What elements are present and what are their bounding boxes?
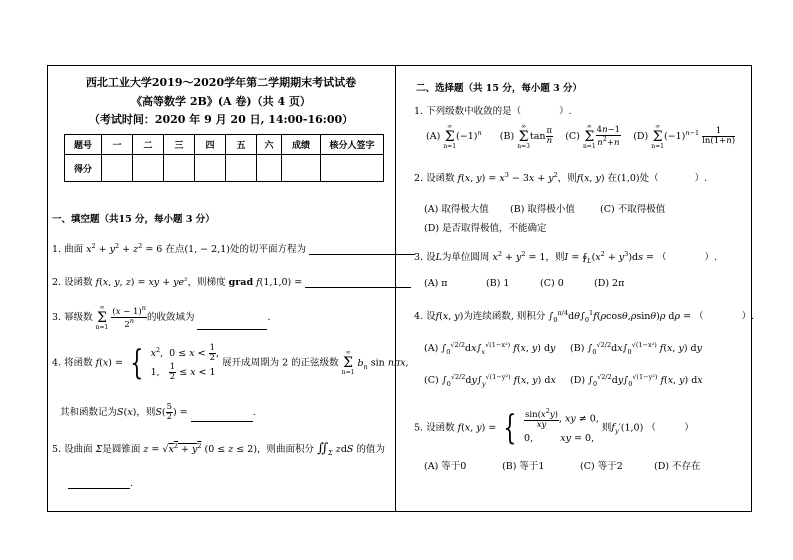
- s2-q5-stem: 5. 设函数 f(x, y) = { $\frac{\sin(x^2y)}{xy}$ , xy ≠ 0, 0, xy = 0, 则$f_y'(1,0)$ （ ）: [414, 407, 694, 448]
- s1-q4-line2: 其和函数记为S(x)，则S( $\frac{5}{2}$ ) = .: [60, 402, 256, 422]
- s2-q3-option-a: (A) π: [424, 278, 448, 289]
- piecewise-cases: $x^2$, 0 ≤ x < $\frac{1}{2}$ , 1, $\frac{1}{2}$ ≤ x < 1: [150, 343, 220, 383]
- brace: {: [503, 407, 517, 448]
- answer-blank[interactable]: [197, 319, 267, 330]
- s2-q3-text: ，则: [545, 252, 565, 263]
- s2-q3-option-b: (B) 1: [486, 278, 510, 289]
- s2-q4-option-b: (B) $\int_0^{√2/2}dx\int_0^{√(1-x^2)}$ f(x, y) dy: [570, 341, 703, 357]
- header-cell: 成绩: [282, 135, 321, 155]
- option-label: (B): [570, 343, 585, 355]
- answer-blank[interactable]: [191, 411, 253, 422]
- school-title: 西北工业大学2019～2020学年第二学期期末考试试卷: [85, 76, 357, 89]
- score-cell: [226, 155, 257, 182]
- header-cell: 五: [226, 135, 257, 155]
- sum-symbol: ∞ Σ n=1: [341, 349, 355, 377]
- s1-q1-text: 在点: [165, 244, 185, 255]
- option-label: (C): [424, 375, 439, 387]
- column-divider: [395, 65, 396, 512]
- fraction: $\frac{(x - 1)^n}{2^n}$: [112, 304, 146, 331]
- score-cell: [102, 155, 133, 182]
- s2-q4-text: 为连续函数, 则积分: [463, 311, 546, 322]
- s2-q3-text: 为单位圆周: [441, 252, 490, 263]
- s2-q1-options: (A) ∞ Σ n=1 $(-1)^n$ (B) ∞ Σ n=3 tan $\frac{\pi}{n}$ (C) ∞ Σ n=1 $\frac{4n-1}{n^2+n}$ (D) ∞ Σ n=1 $(-1)^{n-1}$ $\frac{1}{\ln(1+n)}$: [426, 123, 736, 150]
- s1-q2-text: ，则梯度: [187, 277, 226, 288]
- s1-q5-text: 的值为: [356, 444, 385, 455]
- section2-title: 二、选择题（共 15 分，每小题 3 分）: [416, 83, 583, 94]
- s1-q3-text: 的收敛域为: [146, 312, 195, 324]
- score-cell: [164, 155, 195, 182]
- s1-q5-text: ，则曲面积分: [257, 444, 315, 455]
- sum-symbol: ∞ Σ n=1: [95, 304, 109, 331]
- s2-q4-option-d: (D) $\int_0^{√2/2}dy\int_0^{√(1-y^2)}$ f(x, y) dx: [570, 373, 703, 389]
- s2-q4-stem: 4. 设f(x, y)为连续函数, 则积分 $\int_0^{\pi/4}d\theta\int_0^1f(\rho\cos\theta,\rho\sin\theta)\rho$ dρ = （ ）.: [414, 308, 755, 324]
- score-cell: [321, 155, 384, 182]
- option-label: (D): [633, 131, 649, 143]
- s1-q4: 4. 将函数 f(x) = { $x^2$, 0 ≤ x < $\frac{1}{2}$ , 1, $\frac{1}{2}$ ≤ x < 1 展开成周期为 2 的正弦级数 ∞ Σ n=1 $b_n$ sin nπx,: [52, 343, 409, 384]
- score-table-score-row: [65, 155, 384, 182]
- s2-q2-text: ）.: [694, 173, 708, 184]
- header-cell: 一: [102, 135, 133, 155]
- row-label: 得分: [65, 155, 102, 182]
- s2-q2-option-d: (D) 是否取得极值，不能确定: [424, 223, 547, 234]
- s1-q2: 2. 设函数 f(x, y, z) = xy + $ye^z$，则梯度 grad f(1,1,0) =: [52, 274, 411, 288]
- section1-title: 一、填空题（共15 分，每小题 3 分）: [52, 214, 215, 225]
- s1-q5-answer: .: [68, 478, 133, 489]
- brace: {: [130, 343, 144, 384]
- s2-q4-text: 4. 设: [414, 311, 436, 322]
- grad-label: grad: [228, 277, 254, 288]
- header-cell: 六: [257, 135, 282, 155]
- s2-q3-text: 3. 设: [414, 252, 436, 263]
- s2-q4-option-c: (C) $\int_0^{√2/2}dy\int_y^{√(1-y^2)}$ f(x, y) dx: [424, 373, 556, 389]
- s2-q1-text: ）.: [559, 106, 572, 117]
- s2-q5-option-c: (C) 等于2: [580, 461, 623, 472]
- score-cell: [195, 155, 226, 182]
- s1-q4-text: 展开成周期为 2 的正弦级数: [222, 357, 339, 369]
- s2-q2-option-a: (A) 取得极大值: [424, 204, 489, 215]
- s2-q5-option-a: (A) 等于0: [424, 461, 467, 472]
- score-cell: [133, 155, 164, 182]
- s2-q2-option-c: (C) 不取得极值: [600, 204, 666, 215]
- s1-q4-text: ，则: [136, 406, 156, 418]
- s1-q5-text: 5. 设曲面: [52, 444, 93, 455]
- s2-q4-text: （ ）.: [694, 311, 755, 322]
- header-cell: 核分人签字: [321, 135, 384, 155]
- s1-q5: 5. 设曲面 Σ是圆锥面 $z = √x^2 + y^2$ (0 ≤ z ≤ 2)，则曲面积分 $∬_\Sigma$ zdS 的值为: [52, 441, 385, 457]
- course-title: 《高等数学 2B》(A 卷)（共 4 页）: [131, 95, 311, 108]
- s1-q2-text: =: [294, 277, 303, 288]
- s2-q3-stem: 3. 设L为单位圆周 $x^2 + y^2 = 1$，则$I = ∮_L(x^2 + y^3)ds$ = （ ）.: [414, 249, 718, 265]
- s2-q5-text: （ ）: [646, 422, 694, 434]
- s2-q3-option-c: (C) 0: [540, 278, 564, 289]
- s2-q2-option-b: (B) 取得极小值: [510, 204, 575, 215]
- s1-q4-text: 其和函数记为: [60, 406, 118, 418]
- s1-q1-text: 1. 曲面: [52, 244, 84, 255]
- s1-q2-text: 2. 设函数: [52, 277, 93, 288]
- s2-q5-option-b: (B) 等于1: [502, 461, 545, 472]
- s2-q2-text: ，则: [557, 173, 577, 184]
- s2-q2-stem: 2. 设函数 f(x, $y) = x^3 - 3x + y^2$，则f(x, y) 在(1,0)处（ ）.: [414, 170, 708, 184]
- s2-q5-text: 5. 设函数: [414, 422, 455, 434]
- header-cell: 三: [164, 135, 195, 155]
- score-table: [64, 134, 384, 182]
- s1-q3: 3. 幂级数 ∞ Σ n=1 $\frac{(x - 1)^n}{2^n}$ 的收敛域为 .: [52, 304, 271, 331]
- s1-q1: 1. 曲面 $x^2 + y^2 + z^2 = 6$ 在点(1, − 2,1)处的切平面方程为: [52, 241, 415, 255]
- s2-q1-stem: [414, 103, 572, 117]
- option-label: (A): [426, 131, 441, 143]
- s2-q3-option-d: (D) 2π: [594, 278, 625, 289]
- s1-q5-text: 是圆锥面: [102, 444, 141, 455]
- s1-q4-text: 4. 将函数: [52, 357, 93, 369]
- option-label: (D): [570, 375, 586, 387]
- header-cell: 二: [133, 135, 164, 155]
- header-cell: 题号: [65, 135, 102, 155]
- s1-q3-text: 3. 幂级数: [52, 312, 93, 324]
- answer-blank[interactable]: [309, 244, 415, 255]
- score-table-header-row: [65, 135, 384, 155]
- s1-q1-text: 处的切平面方程为: [229, 244, 306, 255]
- s2-q4-option-a: (A) $\int_0^{√2/2}dx\int_x^{√(1-x^2)}$ f(x, y) dy: [424, 341, 556, 357]
- option-label: (B): [499, 131, 515, 143]
- s2-q5-text: 则: [601, 422, 612, 434]
- s1-q1-point: (1, − 2,1): [184, 244, 230, 255]
- s2-q2-text: 在(1,0)处（: [607, 173, 659, 184]
- answer-blank[interactable]: [305, 277, 411, 288]
- score-cell: [282, 155, 321, 182]
- piecewise-cases: $\frac{\sin(x^2y)}{xy}$ , xy ≠ 0, 0, xy = 0,: [524, 407, 599, 444]
- s2-q5-option-d: (D) 不存在: [654, 461, 701, 472]
- exam-time: （考试时间：2020 年 9 月 20 日, 14:00-16:00）: [88, 113, 354, 126]
- s2-q1-text: 1. 下列级数中收敛的是（: [414, 106, 522, 117]
- answer-blank[interactable]: [68, 478, 130, 489]
- option-label: (A): [424, 343, 439, 355]
- score-cell: [257, 155, 282, 182]
- option-label: (C): [565, 131, 580, 143]
- header-cell: 四: [195, 135, 226, 155]
- s2-q3-text: （ ）.: [657, 252, 718, 263]
- s2-q2-text: 2. 设函数: [414, 173, 455, 184]
